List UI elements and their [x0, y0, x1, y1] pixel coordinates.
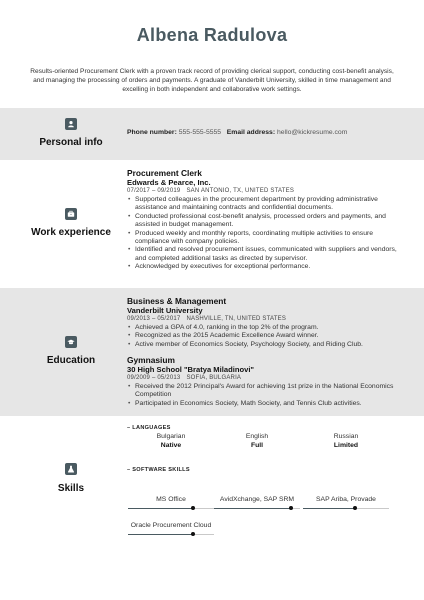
- languages-grid: [127, 433, 407, 453]
- software-name: Oracle Procurement Cloud: [130, 522, 212, 529]
- graduation-cap-icon: [65, 336, 77, 348]
- software-grid: [127, 496, 407, 546]
- software-item: [127, 522, 215, 535]
- job-title: Procurement Clerk: [127, 168, 202, 178]
- list-item: • Produced weekly and monthly reports, coordinating multiple activities to ensure compliance with company policies.: [127, 230, 407, 247]
- work-experience-title: Work experience: [31, 227, 111, 238]
- skill-level-bar: [214, 508, 300, 509]
- job-bullets: [127, 196, 407, 272]
- list-item: • Received the 2012 Principal's Award for achieving 1st prize in the National Economics Competition: [127, 383, 407, 400]
- contact-line: [127, 129, 407, 136]
- job-meta: [127, 187, 407, 195]
- skill-level-bar: [303, 508, 389, 509]
- briefcase-icon: [65, 208, 77, 220]
- list-item: • Identified and resolved procurement issues, communicated with suppliers and vendors, and completed additional tasks as directed by supervisor.: [127, 246, 407, 263]
- work-experience-heading-column: [0, 160, 142, 288]
- email-value: hello@kickresume.com: [277, 129, 348, 136]
- skills-title: Skills: [57, 483, 85, 494]
- list-item: • Recognized as the 2015 Academic Excellence Award winner.: [127, 332, 407, 340]
- skill-bar-remainder: [193, 508, 214, 509]
- language-item: [302, 433, 390, 450]
- skill-level-marker: [353, 506, 357, 510]
- education-entry-1: [127, 297, 407, 349]
- education-location: NASHVILLE, TN, UNITED STATES: [186, 316, 287, 322]
- education-dates: 09/2009 – 05/2013: [127, 375, 181, 381]
- list-item: • Acknowledged by executives for exceptional performance.: [127, 263, 407, 271]
- list-item: • Participated in Economics Society, Math Society, and Tennis Club activities.: [127, 400, 407, 408]
- language-name: Bulgarian: [156, 433, 186, 440]
- skills-heading-column: [0, 416, 142, 600]
- language-item: [127, 433, 215, 450]
- software-heading: – SOFTWARE SKILLS: [127, 467, 190, 473]
- candidate-name: Albena Radulova: [136, 25, 288, 45]
- languages-heading: – LANGUAGES: [127, 425, 171, 431]
- flask-icon: [65, 463, 77, 475]
- skill-bar-remainder: [355, 508, 389, 509]
- software-name: SAP Ariba, Provade: [316, 496, 376, 503]
- personal-info-title: Personal info: [39, 137, 103, 148]
- job-location: SAN ANTONIO, TX, UNITED STATES: [186, 188, 295, 194]
- language-level: Full: [250, 441, 264, 449]
- list-item: • Active member of Economics Society, Psychology Society, and Riding Club.: [127, 341, 407, 349]
- software-item: [302, 496, 390, 509]
- job-entry: [127, 169, 407, 272]
- skill-level-marker: [289, 506, 293, 510]
- degree-title: Gymnasium: [127, 355, 175, 365]
- personal-info-section: [0, 108, 424, 160]
- person-icon: [65, 118, 77, 130]
- education-dates: 09/2013 – 05/2017: [127, 316, 181, 322]
- language-level: Limited: [333, 441, 359, 449]
- language-item: [213, 433, 301, 450]
- phone-label: Phone number:: [127, 129, 177, 136]
- software-name: MS Office: [156, 496, 186, 503]
- skill-level-marker: [191, 532, 195, 536]
- phone-value: 555-555-5555: [178, 129, 222, 136]
- resume-header: [0, 0, 424, 108]
- education-meta: [127, 374, 407, 382]
- language-level: Native: [160, 441, 182, 449]
- skills-section: [0, 416, 424, 600]
- education-bullets: [127, 324, 407, 349]
- job-dates: 07/2017 – 09/2019: [127, 188, 181, 194]
- email-label: Email address:: [226, 129, 276, 136]
- software-item: [127, 496, 215, 509]
- education-location: SOFIA, BULGARIA: [186, 375, 242, 381]
- education-heading-column: [0, 288, 142, 416]
- software-name: AvidXchange, SAP SRM: [219, 496, 295, 503]
- language-name: English: [245, 433, 269, 440]
- company-name: Edwards & Pearce, Inc.: [127, 178, 211, 187]
- personal-info-heading-column: [0, 108, 142, 160]
- education-section: [0, 288, 424, 416]
- skill-level-bar: [128, 534, 214, 535]
- education-bullets: [127, 383, 407, 408]
- education-entry-2: [127, 356, 407, 408]
- skill-bar-remainder: [193, 534, 214, 535]
- language-name: Russian: [333, 433, 359, 440]
- skill-level-marker: [191, 506, 195, 510]
- list-item: • Achieved a GPA of 4.0, ranking in the top 2% of the program.: [127, 324, 407, 332]
- school-name: 30 High School "Bratya Miladinovi": [127, 365, 255, 374]
- school-name: Vanderbilt University: [127, 306, 203, 315]
- degree-title: Business & Management: [127, 296, 227, 306]
- education-meta: [127, 315, 407, 323]
- profile-summary: Results-oriented Procurement Clerk with a proven track record of providing clerical support, conducting cost-benefit analysis, and managing the processing of orders and payments. A graduate of Vanderbilt University, skilled in time management and excelling in both independent and collaborative work settings.: [30, 68, 394, 93]
- skill-level-bar: [128, 508, 214, 509]
- education-title: Education: [46, 355, 96, 366]
- work-experience-section: [0, 160, 424, 288]
- list-item: • Conducted professional cost-benefit analysis, processed orders and payments, and assisted in budget management.: [127, 213, 407, 230]
- list-item: • Supported colleagues in the procurement department by providing administrative assistance and maintaining contracts and confidential documents.: [127, 196, 407, 213]
- software-item: [213, 496, 301, 509]
